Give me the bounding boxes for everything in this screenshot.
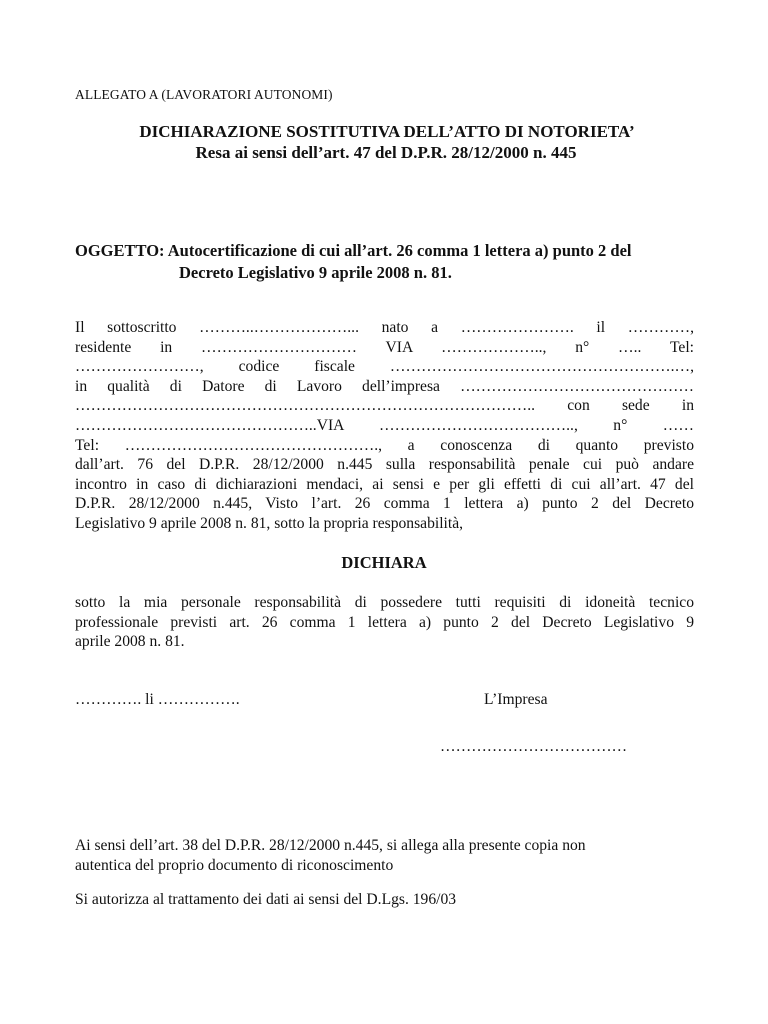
paragraph-line: dall’art. 76 del D.P.R. 28/12/2000 n.445 sulla responsabilità penale cui può andare <box>75 456 694 474</box>
paragraph-line: aprile 2008 n. 81. <box>75 633 185 651</box>
subject-block <box>75 240 695 284</box>
declarant-paragraph <box>75 318 694 534</box>
place-date-field: …………. li ……………. <box>75 691 240 708</box>
title-main: DICHIARAZIONE SOSTITUTIVA DELL’ATTO DI NOTORIETA’ <box>139 122 635 141</box>
paragraph-line: …………………………………………………………………………….. con sede in <box>75 397 694 415</box>
subject-line-2: Decreto Legislativo 9 aprile 2008 n. 81. <box>179 263 452 282</box>
declaration-paragraph <box>75 593 694 652</box>
subject-line-1: OGGETTO: Autocertificazione di cui all’art. 26 comma 1 lettera a) punto 2 del <box>75 241 632 260</box>
paragraph-line: D.P.R. 28/12/2000 n.445, Visto l’art. 26 comma 1 lettera a) punto 2 del Decreto <box>75 495 694 513</box>
paragraph-line: incontro in caso di dichiarazioni mendaci, ai sensi e per gli effetti di cui all’art. 47 del <box>75 475 694 493</box>
paragraph-line: residente in ………………………… VIA ……………….., n° ….. Tel: <box>75 338 694 356</box>
document-title <box>0 121 768 163</box>
signature-line: ……………………………… <box>440 738 628 755</box>
paragraph-line: in qualità di Datore di Lavoro dell’impresa ……………………………………… <box>75 377 694 395</box>
declaration-heading: DICHIARA <box>341 553 427 572</box>
paragraph-line: Legislativo 9 aprile 2008 n. 81, sotto la propria responsabilità, <box>75 514 464 532</box>
annex-label: ALLEGATO A (LAVORATORI AUTONOMI) <box>75 87 333 102</box>
attachment-line-2: autentica del proprio documento di riconoscimento <box>75 856 394 874</box>
paragraph-line: ……………………, codice fiscale ……………………………………………….…, <box>75 358 694 376</box>
paragraph-line: Tel: …………………………………………., a conoscenza di quanto previsto <box>75 436 694 454</box>
company-label: L’Impresa <box>484 691 548 708</box>
title-legal-reference: Resa ai sensi dell’art. 47 del D.P.R. 28/12/2000 n. 445 <box>195 143 577 162</box>
attachment-line-1: Ai sensi dell’art. 38 del D.P.R. 28/12/2000 n.445, si allega alla presente copia non <box>75 837 586 854</box>
privacy-consent: Si autorizza al trattamento dei dati ai sensi del D.Lgs. 196/03 <box>75 891 457 908</box>
paragraph-line: professionale previsti art. 26 comma 1 lettera a) punto 2 del Decreto Legislativo 9 <box>75 613 694 631</box>
paragraph-line: ………………………………………..VIA ……………………………….., n° …… <box>75 416 694 434</box>
paragraph-line: sotto la mia personale responsabilità di possedere tutti requisiti di idoneità tecnico <box>75 594 694 611</box>
paragraph-line: Il sottoscritto ………..………………... nato a …………………. il …………, <box>75 319 694 336</box>
attachment-note <box>75 836 695 875</box>
